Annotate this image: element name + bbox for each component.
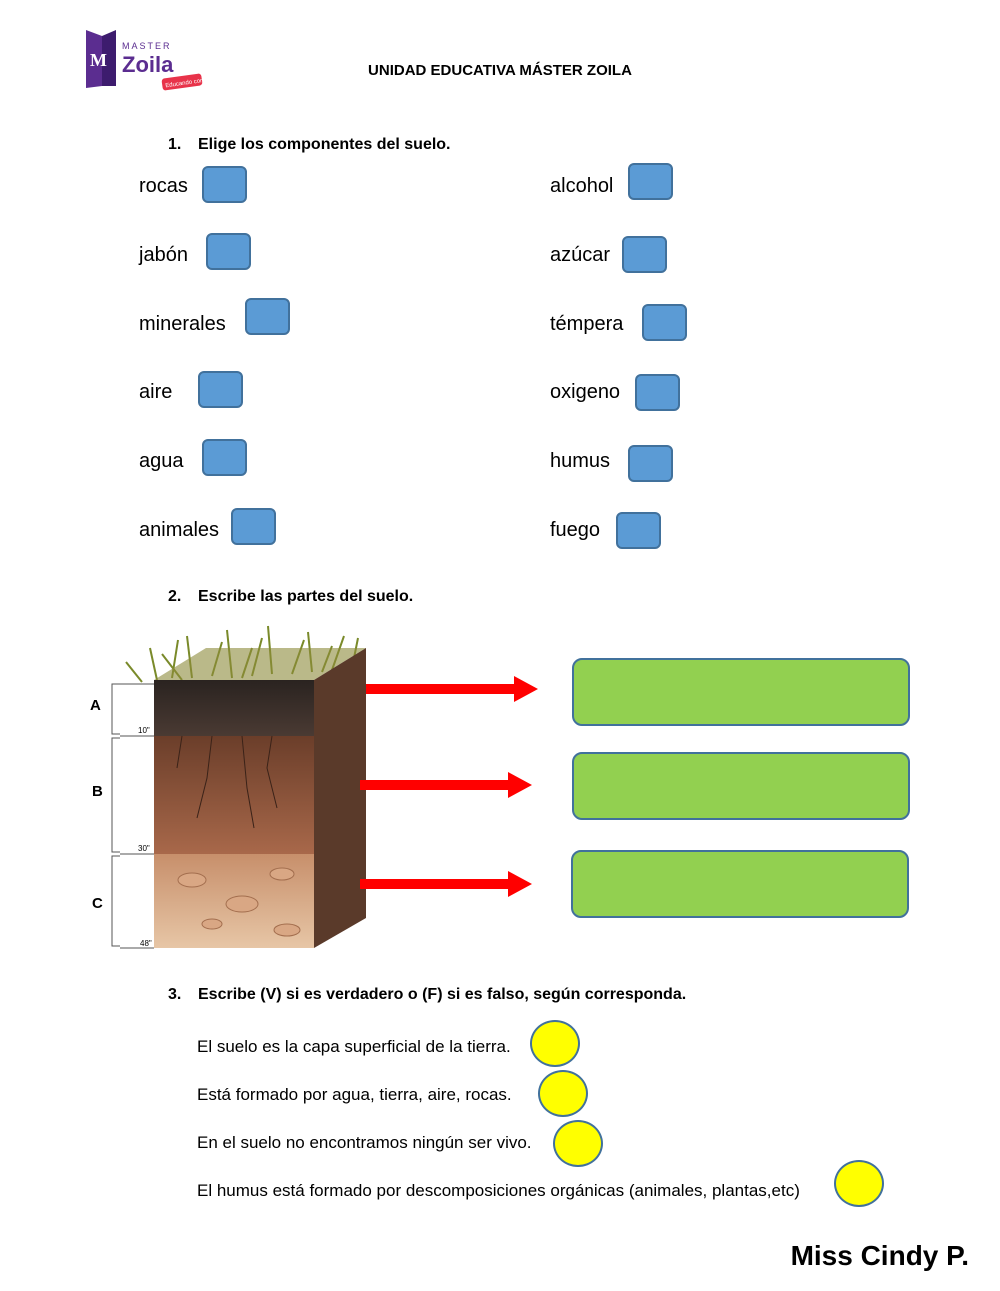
- arrow-right-icon: [360, 871, 532, 897]
- question-text: Elige los componentes del suelo.: [198, 136, 451, 153]
- checkbox-alcohol[interactable]: [628, 163, 673, 200]
- option-label: fuego: [550, 519, 601, 541]
- answer-input-horizon-b[interactable]: [572, 752, 910, 820]
- option-label: oxigeno: [550, 381, 621, 403]
- checkbox-fuego[interactable]: [616, 512, 661, 549]
- option-label: rocas: [139, 175, 188, 197]
- option-label: aire: [139, 381, 173, 403]
- option-label: humus: [550, 450, 611, 472]
- question-1-title: [168, 136, 451, 154]
- checkbox-oxigeno[interactable]: [635, 374, 680, 411]
- statement-text: Está formado por agua, tierra, aire, rocas.: [197, 1085, 512, 1104]
- question-number: 3.: [168, 986, 182, 1003]
- checkbox-azucar[interactable]: [622, 236, 667, 273]
- svg-text:Educando con AMOR: Educando con AMOR: [165, 75, 224, 90]
- checkbox-agua[interactable]: [202, 439, 247, 476]
- answer-circle-1[interactable]: [530, 1020, 580, 1067]
- checkbox-humus[interactable]: [628, 445, 673, 482]
- answer-circle-3[interactable]: [553, 1120, 603, 1167]
- school-logo: [86, 28, 224, 92]
- question-number: 2.: [168, 588, 182, 605]
- question-3-title: [168, 986, 686, 1004]
- depth-label: 48": [140, 939, 152, 948]
- horizon-label-c: C: [92, 895, 103, 912]
- checkbox-animales[interactable]: [231, 508, 276, 545]
- statement-text: El humus está formado por descomposiciones orgánicas (animales, plantas,etc): [197, 1181, 800, 1200]
- option-label: azúcar: [550, 244, 611, 266]
- page-title: UNIDAD EDUCATIVA MÁSTER ZOILA: [368, 62, 632, 79]
- depth-label: 10": [138, 726, 150, 735]
- checkbox-aire[interactable]: [198, 371, 243, 408]
- answer-circle-4[interactable]: [834, 1160, 884, 1207]
- checkbox-tempera[interactable]: [642, 304, 687, 341]
- question-text: Escribe (V) si es verdadero o (F) si es falso, según corresponda.: [198, 986, 687, 1003]
- arrow-right-icon: [366, 676, 538, 702]
- svg-text:M: M: [90, 50, 107, 70]
- arrow-right-icon: [360, 772, 532, 798]
- answer-input-horizon-c[interactable]: [571, 850, 909, 918]
- question-text: Escribe las partes del suelo.: [198, 588, 414, 605]
- checkbox-jabon[interactable]: [206, 233, 251, 270]
- svg-text:Zoila: Zoila: [122, 52, 174, 77]
- option-label: témpera: [550, 313, 624, 335]
- option-label: agua: [139, 450, 184, 472]
- option-label: jabón: [139, 244, 188, 266]
- answer-input-horizon-a[interactable]: [572, 658, 910, 726]
- answer-circle-2[interactable]: [538, 1070, 588, 1117]
- question-2-title: [168, 588, 413, 606]
- question-number: 1.: [168, 136, 182, 153]
- svg-text:MASTER: MASTER: [122, 41, 172, 51]
- option-label: animales: [139, 519, 220, 541]
- option-label: alcohol: [550, 175, 614, 197]
- author-signature: Miss Cindy P.: [790, 1240, 969, 1271]
- horizon-label-b: B: [92, 783, 103, 800]
- checkbox-rocas[interactable]: [202, 166, 247, 203]
- checkbox-minerales[interactable]: [245, 298, 290, 335]
- option-label: minerales: [139, 313, 226, 335]
- soil-profile-image: [82, 618, 372, 954]
- statement-text: El suelo es la capa superficial de la tierra.: [197, 1037, 511, 1056]
- horizon-label-a: A: [90, 697, 101, 714]
- depth-label: 30": [138, 844, 150, 853]
- statement-text: En el suelo no encontramos ningún ser vivo.: [197, 1133, 532, 1152]
